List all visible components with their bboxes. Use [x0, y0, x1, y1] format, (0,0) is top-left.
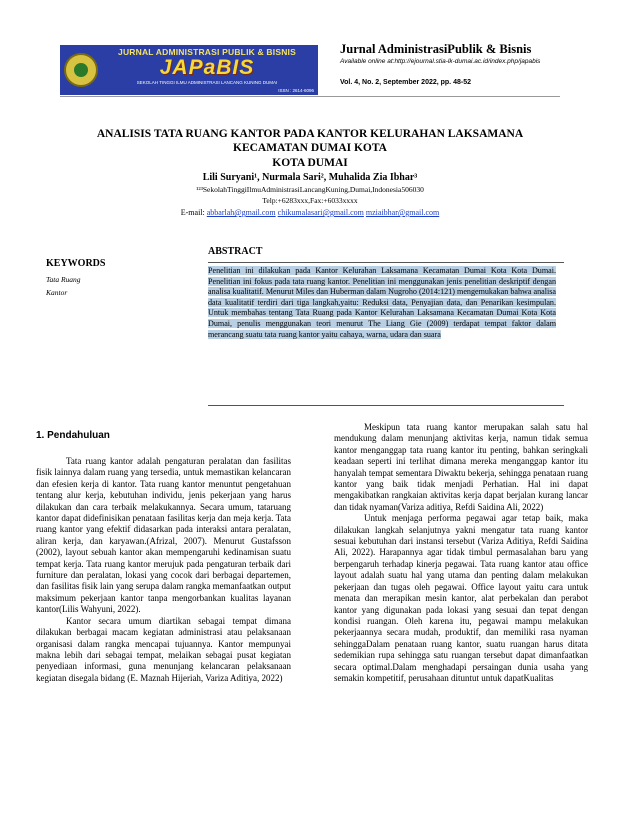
- abstract-selected-text[interactable]: Penelitian ini dilakukan pada Kantor Kelurahan Laksamana Kecamatan Dumai Kota Kota Dumai. Penelitian ini fokus pada tata ruang kantor. Penelitian ini menggunakan jenis penelitian deskriptif dengan analisa kualitatif. Menurut Miles dan Huberman dalam Nugroho (2014:121) mengemukakan bahwa analisa data kualitatif terdiri dari tiga langkah,yaitu: Reduksi data, Penyajian data, dan Penarikan kesimpulan. Untuk membahas tentang Tata Ruang pada Kantor Kelurahan Laksamana Kecamatan Dumai Kota Kota Dumai, penulis menggunakan teori menurut The Liang Gie (2009) terdapat tempat faktor dalam merancang suatu tata ruang kantor yaitu cahaya, warna, udara dan suara: [208, 266, 556, 339]
- right-column: [334, 422, 588, 684]
- email-link-3[interactable]: mziaibhar@gmail.com: [365, 208, 440, 217]
- paper-title-line-2: KECAMATAN DUMAI KOTA: [233, 142, 387, 154]
- logo-top-text: JURNAL ADMINISTRASI PUBLIK & BISNIS: [118, 47, 296, 57]
- paper-title-line-3: KOTA DUMAI: [272, 157, 348, 169]
- affiliation: ¹²³SekolahTinggiIlmuAdministrasiLancangKuning,Dumai,Indonesia506030: [196, 185, 424, 194]
- email-link-2[interactable]: chikumalasari@gmail.com: [277, 208, 364, 217]
- contact-phone: Telp:+6283xxx,Fax:+6033xxxx: [262, 196, 358, 205]
- paragraph: Untuk menjaga performa pegawai agar tetap baik, maka dilakukan langkah selanjutnya yakni mengatur tata ruang kantor sesuai kebutuhan dari instansi tersebut (Variza Aditiya, Refdi Saidina Ali, 2022). Harapannya agar tidak timbul permasalahan baru yang berpengaruh terhadap kinerja pegawai. Tata ruang kantor atau office layout adalah suatu hal yang utama dan penting dalam melakukan pekerjaan dan tugas oleh pegawai. Office layout yaitu cara untuk menata dan merapikan mesin kantor, alat perbekalan dan perabot kantor yang digunakan pada lokasi yang sesuai dan tepat dengan kondisi ruangan. Oleh karena itu, pegawai mampu melakukan pekerjaannya secara mudah, produktif, dan memiliki rasa nyaman sehinggaDalam penataan ruang kantor, suatu ruangan harus ditata sedemikian rupa sehingga satu ruangan tersebut dapat dimanfaatkan secara optimal.Dalam menghadapi persaingan dunia usaha yang semakin kompetitif, perusahaan dituntut untuk dapatKualitas: [334, 513, 588, 683]
- paragraph: Tata ruang kantor adalah pengaturan peralatan dan fasilitas fisik lainnya dalam ruang yang tersedia, untuk memastikan kelancaran dan efesien kerja di kantor. Tata ruang kantor menuntut pengetahuan tentang alur kerja, kebutuhan individu, jenis pekerjaan yang harus dilakukan dan cara terbaik melakukannya. Secara umum, tataruang kantor dapat didefinisikan penataan fasilitas kerja dan meja kerja. Tata ruang kantor yang efektif didasarkan pada interaksi antara peralatan, aliran kerja, dan karyawan.(Afrizal, 2007). Menurut Gustafsson (2002), layout sebuah kantor akan mempengaruhi kedinamisan suatu tempat kerja. Tata ruang kantor merujuk pada pengaturan terbaik dari furniture dan peralatan, lokasi yang cocok dari berbagai departemen, dan fasilitas fisik lain yang serupa dalam rangka memanfaatkan output maksimum pekerjaan kantor tanpa mengorbankan kualitas layanan kantor(Lilis Wahyuni, 2022).: [36, 456, 291, 615]
- logo-issn: ISSN : 2614-6096: [278, 88, 314, 93]
- keyword-item: Kantor: [46, 288, 68, 297]
- logo-subtext: SEKOLAH TINGGI ILMU ADMINISTRASI LANCANG KUNING DUMAI: [136, 80, 278, 85]
- emblem-icon: [64, 53, 98, 87]
- section-heading: 1. Pendahuluan: [36, 430, 110, 441]
- abstract-heading: ABSTRACT: [208, 246, 263, 257]
- abstract-text[interactable]: [208, 266, 556, 340]
- paper-title-line-1: ANALISIS TATA RUANG KANTOR PADA KANTOR KELURAHAN LAKSAMANA: [96, 128, 524, 140]
- logo-name: JAPaBIS: [159, 56, 255, 79]
- paragraph: Meskipun tata ruang kantor merupakan salah satu hal mendukung dalam menunjang aktivitas kerja, namun tidak semua kantor menganggap tata ruang kantor itu penting, bahkan seringkali keadaan seperti ini terlihat dimana mereka menganggap kantor itu hanyalah tempat sementara Diwaktu bekerja, sehingga penataan ruang kantor yang baik tidak menjadi Perhatian. Hal ini dapat mengakibatkan rangkaian aktivitas kerja dapat berjalan kurang lancar dan tidak nyaman(Variza aditiya, Refdi Saidina Ali, 2022): [334, 422, 588, 512]
- abstract-top-divider: [208, 262, 564, 263]
- email-line: [0, 208, 620, 217]
- abstract-bottom-divider: [208, 405, 564, 406]
- journal-url: Available online at:http://ejournal.stia-lk-dumai.ac.id/index.php/japabis: [340, 58, 541, 65]
- keyword-item: Tata Ruang: [46, 275, 81, 284]
- keywords-heading: KEYWORDS: [46, 258, 106, 269]
- journal-logo: [60, 45, 318, 95]
- paragraph: Kantor secara umum diartikan sebagai tempat dimana dilakukan berbagai macam kegiatan administrasi atau pelaksanaan organisasi dalam rangka mencapai tujuannya. Kantor mempunyai makna lebih dari sebagai tempat, melaikan sebagai pusat kegiatan penyediaan informasi, guna menunjang kelancaran pelaksanaan kegiatan disegala bidang (E. Maznah Hijeriah, Variza Aditiya, 2022): [36, 615, 291, 683]
- header-divider: [60, 96, 560, 97]
- left-column: [36, 456, 291, 684]
- journal-volume: Vol. 4, No. 2, September 2022, pp. 48-52: [340, 79, 471, 86]
- journal-title: Jurnal AdministrasiPublik & Bisnis: [340, 42, 532, 56]
- authors: Lili Suryani¹, Nurmala Sari², Muhalida Zia Ibhar³: [202, 172, 418, 183]
- email-label: E-mail:: [180, 208, 205, 217]
- email-link-1[interactable]: abbarlah@gmail.com: [206, 208, 276, 217]
